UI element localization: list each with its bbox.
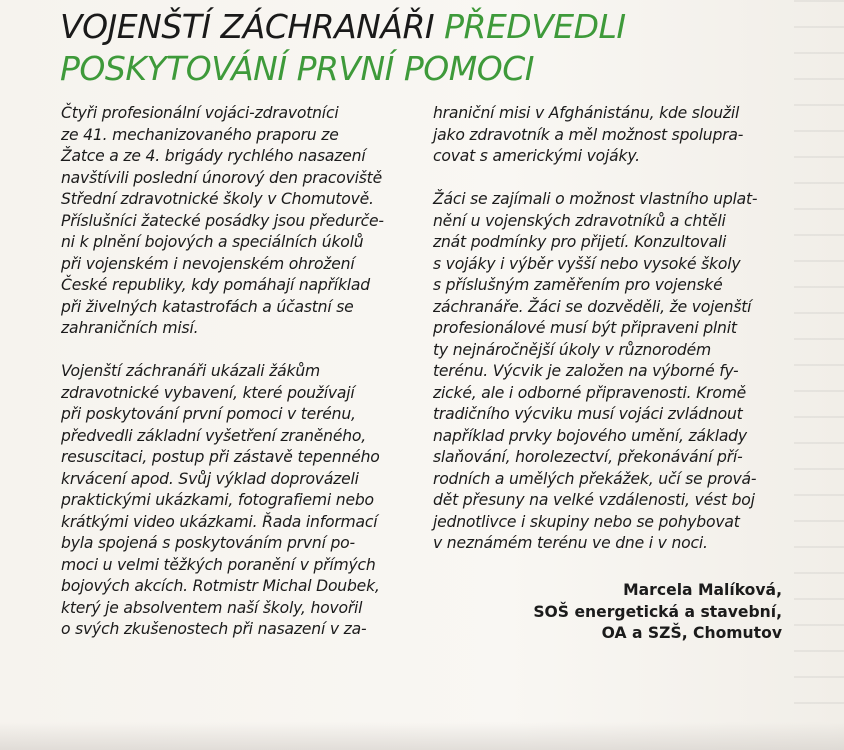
text-line: o svých zkušenostech při nasazení v za- (61, 620, 367, 638)
right-column (433, 103, 793, 576)
left-column (61, 103, 401, 662)
paragraph-students (433, 189, 793, 555)
article-headline (60, 6, 760, 90)
headline-green-part: PŘEDVEDLI (444, 7, 626, 46)
text-line: terénu. Výcvik je založen na výborné fy- (433, 362, 739, 380)
text-line: jako zdravotník a měl možnost spolupra- (433, 125, 744, 144)
text-line: nění u vojenských zdravotníků a chtěli (433, 211, 726, 230)
text-line: hraniční misi v Afghánistánu, kde sloužil (433, 104, 740, 122)
text-line: který je absolventem naší školy, hovořil (61, 598, 363, 617)
text-line: bojových akcích. Rotmistr Michal Doubek, (61, 577, 380, 595)
headline-black-part: VOJENŠTÍ ZÁCHRANÁŘI (60, 7, 435, 46)
text-line: Žáci se zajímali o možnost vlastního uplat- (433, 190, 758, 208)
headline-line-1 (60, 6, 760, 48)
author-school-2: OA a SZŠ, Chomutov (601, 624, 782, 642)
paragraph-mission (433, 103, 793, 168)
text-line: slaňování, horolezectví, překonávání pří- (433, 448, 743, 466)
text-line: ni k plnění bojových a speciálních úkolů (61, 233, 364, 251)
text-line: navštívili poslední únorový den pracoviště (61, 168, 382, 187)
bleed-through (794, 0, 844, 720)
text-line: dět přesuny na velké vzdálenosti, vést boj (433, 491, 755, 509)
text-line: ty nejnáročnější úkoly v různorodém (433, 340, 711, 359)
page-bottom-shadow (0, 722, 844, 750)
text-line: při živelných katastrofách a účastní se (61, 297, 354, 316)
text-line: například prvky bojového umění, základy (433, 426, 747, 445)
text-line: Čtyři profesionální vojáci-zdravotníci (61, 104, 339, 122)
text-line: covat s americkými vojáky. (433, 147, 640, 165)
text-line: moci u velmi těžkých poranění v přímých (61, 555, 376, 574)
author-name: Marcela Malíková, (623, 581, 782, 599)
text-line: s příslušným zaměřením pro vojenské (433, 276, 723, 294)
paragraph-intro (61, 103, 401, 340)
text-line: s vojáky i výběr vyšší nebo vysoké školy (433, 254, 741, 273)
text-line: záchranáře. Žáci se dozvěděli, že vojenští (433, 297, 752, 316)
text-line: Střední zdravotnické školy v Chomutově. (61, 190, 374, 208)
text-line: předvedli základní vyšetření zraněného, (61, 426, 367, 445)
text-line: praktickými ukázkami, fotografiemi nebo (61, 491, 374, 509)
text-line: v neznámém terénu ve dne i v noci. (433, 534, 708, 552)
text-line: byla spojená s poskytováním první po- (61, 534, 355, 552)
text-line: při vojenském i nevojenském ohrožení (61, 254, 355, 273)
text-line: Vojenští záchranáři ukázali žákům (61, 362, 321, 380)
text-line: při poskytování první pomoci v terénu, (61, 405, 356, 423)
text-line: rodních a umělých překážek, učí se prová- (433, 469, 757, 488)
text-line: krátkými video ukázkami. Řada informací (61, 512, 378, 531)
text-line: resuscitaci, postup při zástavě tepenného (61, 448, 380, 466)
text-line: krvácení apod. Svůj výklad doprovázeli (61, 469, 359, 488)
text-line: jednotlivce i skupiny nebo se pohybovat (433, 512, 740, 531)
author-school: SOŠ energetická a stavební, (533, 602, 782, 621)
text-line: zahraničních misí. (61, 319, 199, 337)
text-line: České republiky, kdy pomáhají například (61, 276, 370, 294)
text-line: ze 41. mechanizovaného praporu ze (61, 125, 339, 144)
text-line: tradičního výcviku musí vojáci zvládnout (433, 405, 743, 423)
text-line: zdravotnické vybavení, které používají (61, 383, 355, 402)
text-line: Žatce a ze 4. brigády rychlého nasazení (61, 147, 366, 165)
text-line: zické, ale i odborné připravenosti. Kromě (433, 383, 747, 402)
text-line: profesionálové musí být připraveni plnit (433, 319, 737, 337)
text-line: Příslušníci žatecké posádky jsou předurče- (61, 211, 384, 230)
text-line: znát podmínky pro přijetí. Konzultovali (433, 233, 727, 251)
headline-line-2: POSKYTOVÁNÍ PRVNÍ POMOCI (60, 49, 534, 88)
paragraph-demo (61, 361, 401, 641)
author-signature (533, 580, 782, 645)
